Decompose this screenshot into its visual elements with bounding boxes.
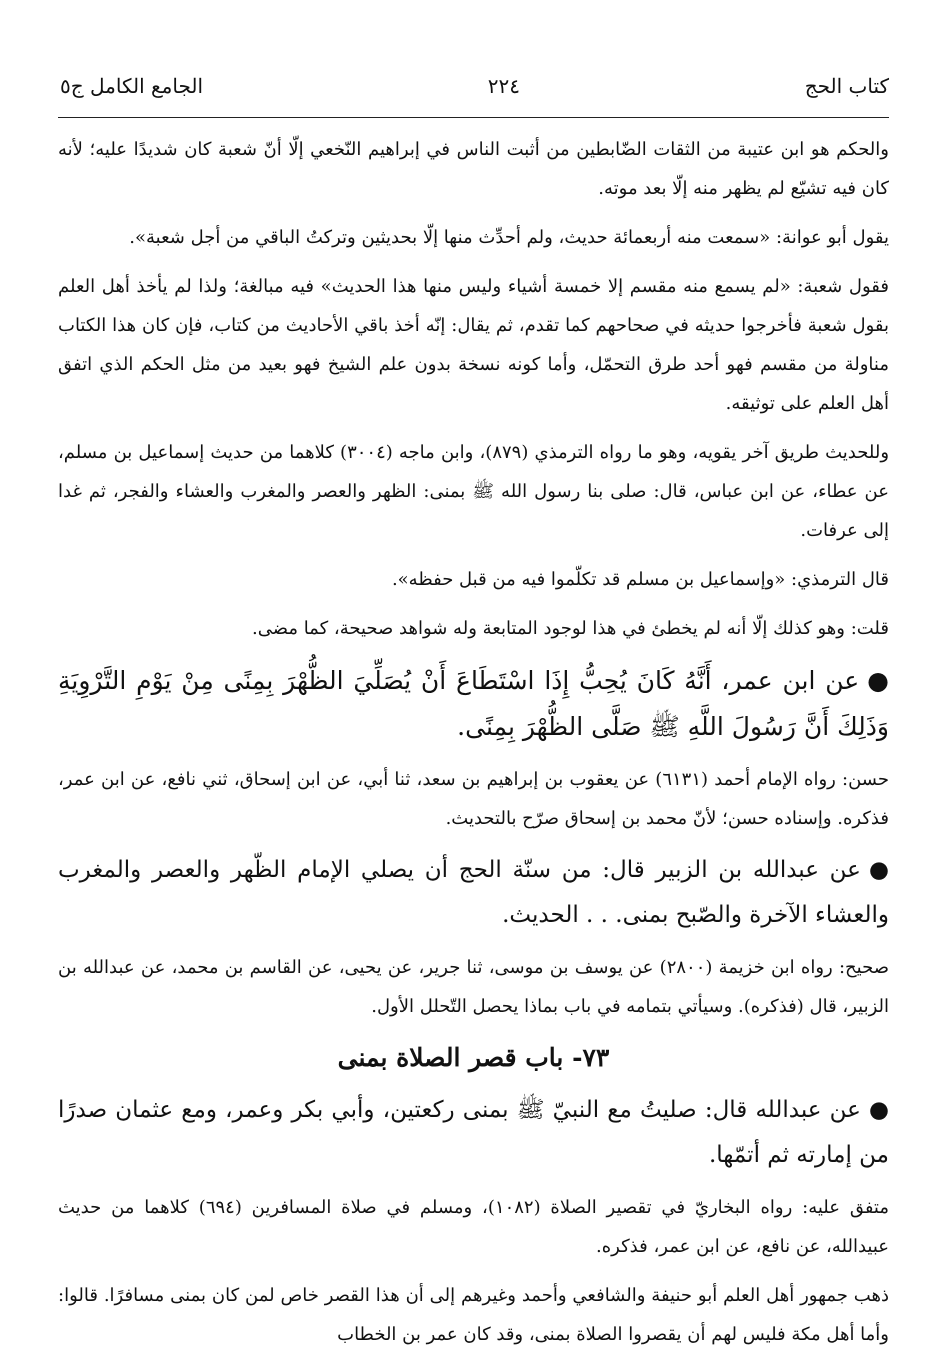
paragraph-shuba: فقول شعبة: «لم يسمع منه مقسم إلا خمسة أشياء وليس منها هذا الحديث» فيه مبالغة؛ ولذا لم يأخذ أهل العلم بقول شعبة فأخرجوا حديثه في صحاحهم كما تقدم، ثم يقال: إنّه أخذ باقي الأحاديث من كتاب، فإن كان هذا الكتاب مناولة من مقسم فهو أحد طرق التحمّل، وأما كونه نسخة بدون علم الشيخ فهو بعيد من مثل الحكم الذي اتفق أهل العلم على توثيقه. [58,276,889,414]
header-divider [58,117,889,118]
paragraph-author-note: قلت: وهو كذلك إلّا أنه لم يخطئ في هذا لوجود المتابعة وله شواهد صحيحة، كما مضى. [252,618,889,639]
page-number: ٢٢٤ [487,74,520,98]
collection-title: الجامع الكامل ج٥ [60,74,204,98]
bullet-icon: ● [867,666,889,695]
paragraph-grading-ahmad: حسن: رواه الإمام أحمد (٦١٣١) عن يعقوب بن إبراهيم بن سعد، ثنا أبي، عن ابن إسحاق، ثني نافع، عن ابن عمر، فذكره. وإسناده حسن؛ لأنّ محمد بن إسحاق صرّح بالتحديث. [58,769,889,829]
paragraph-supporting-chain: وللحديث طريق آخر يقويه، وهو ما رواه الترمذي (٨٧٩)، وابن ماجه (٣٠٠٤) كلاهما من حديث إسماعيل بن مسلم، عن عطاء، عن ابن عباس، قال: صلى بنا رسول الله ﷺ بمنى: الظهر والعصر والمغرب والعشاء والفجر، ثم غدا إلى عرفات. [58,442,890,541]
hadith-text: عن ابن عمر، أَنَّهُ كَانَ يُحِبُّ إِذَا اسْتَطَاعَ أَنْ يُصَلِّيَ الظُّهْرَ بِمِنًى مِنْ يَوْمِ التَّرْوِيَةِ وَذَلِكَ أَنَّ رَسُولَ اللَّهِ ﷺ صَلَّى الظُّهْرَ بِمِنًى. [58,666,889,741]
hadith-text: عن عبدالله بن الزبير قال: من سنّة الحج أن يصلي الإمام الظّهر والعصر والمغرب والعشاء الآخرة والصّبح بمنى. . . الحديث. [58,857,889,928]
bullet-icon: ● [868,857,889,883]
paragraph-hakam: والحكم هو ابن عتيبة من الثقات الضّابطين من أثبت الناس في إبراهيم النّخعي إلّا أنّ شعبة كان شديدًا عليه؛ لأنه كان فيه تشيّع لم يظهر منه إلّا بعد موته. [58,139,889,199]
hadith-ibn-zubair [58,848,889,938]
hadith-abdullah [58,1088,889,1178]
paragraph-tirmidhi-quote: قال الترمذي: «وإسماعيل بن مسلم قد تكلّموا فيه من قبل حفظه». [391,569,889,590]
bullet-icon: ● [868,1097,889,1123]
section-heading: ٧٣- باب قصر الصلاة بمنى [337,1043,610,1072]
running-header [60,66,889,106]
hadith-ibn-umar [58,658,889,750]
hadith-text: عن عبدالله قال: صليتُ مع النبيّ ﷺ بمنى ركعتين، وأبي بكر وعمر، ومع عثمان صدرًا من إمارته ثم أتمّها. [58,1097,889,1168]
page-body [58,130,889,1364]
paragraph-abu-awana: يقول أبو عوانة: «سمعت منه أربعمائة حديث، ولم أحدِّث منها إلّا بحديثين وتركتُ الباقي من أجل شعبة». [129,227,889,248]
paragraph-grading-muttafaq: متفق عليه: رواه البخاريّ في تقصير الصلاة (١٠٨٢)، ومسلم في صلاة المسافرين (٦٩٤) كلاهما من حديث عبيدالله، عن نافع، عن ابن عمر، فذكره. [58,1197,890,1257]
paragraph-jumhur: ذهب جمهور أهل العلم أبو حنيفة والشافعي وأحمد وغيرهم إلى أن هذا القصر خاص لمن كان بمنى مسافرًا. قالوا: وأما أهل مكة فليس لهم أن يقصروا الصلاة بمنى، وقد كان عمر بن الخطاب [58,1285,889,1345]
paragraph-grading-khuzaima: صحيح: رواه ابن خزيمة (٢٨٠٠) عن يوسف بن موسى، ثنا جرير، عن يحيى، عن القاسم بن محمد، عن عبدالله بن الزبير، قال (فذكره). وسيأتي بتمامه في باب بماذا يحصل التّحلل الأول. [58,957,889,1017]
book-title: كتاب الحج [804,74,889,98]
